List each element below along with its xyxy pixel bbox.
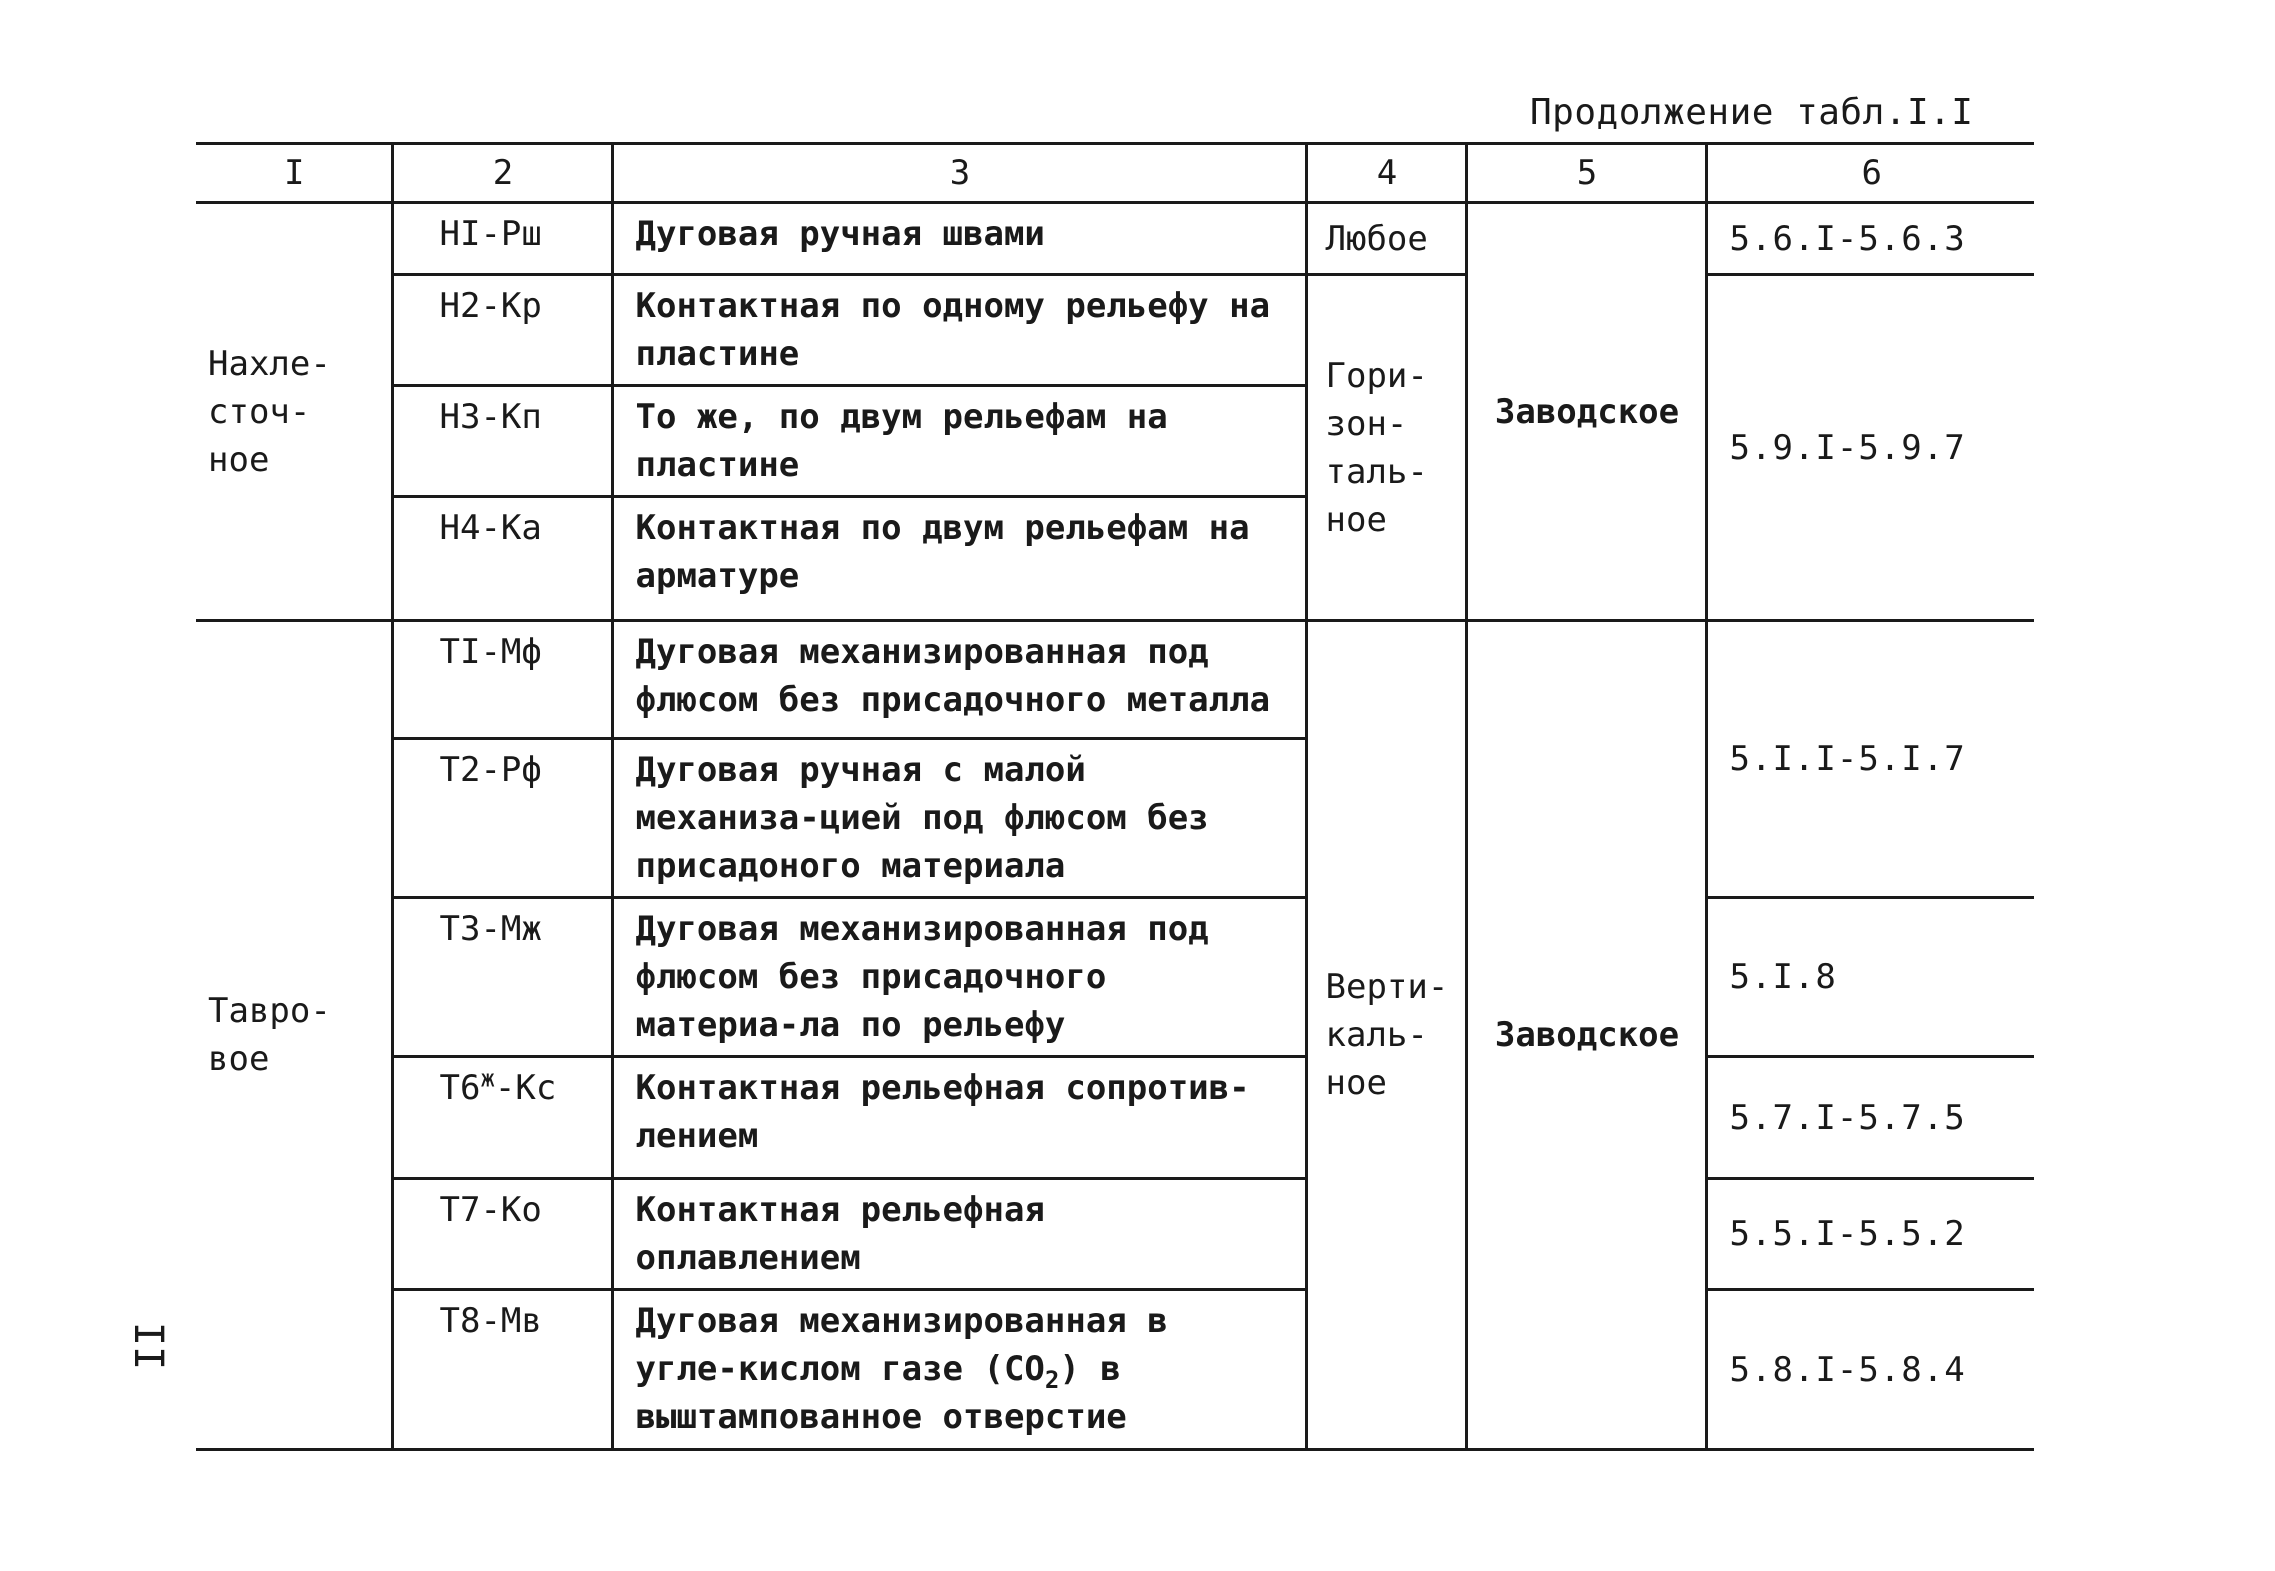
weld-description-cell: Дуговая ручная швами (612, 203, 1306, 275)
section-reference-cell: 5.I.8 (1706, 898, 2034, 1057)
weld-description-part: Дуговая механизированная в угле-кислом газе (CO (635, 1301, 1168, 1389)
weld-code-main: T6 (439, 1068, 481, 1108)
weld-position-cell: Гори- зон- таль- ное (1306, 275, 1466, 621)
weld-code-cell: TI-Мф (392, 621, 612, 739)
weld-description-cell: То же, по двум рельефам на пластине (612, 386, 1306, 497)
weld-joint-table (196, 142, 2034, 1451)
section-reference-cell: 5.9.I-5.9.7 (1706, 275, 2034, 621)
manufacture-method-cell: Заводское (1466, 621, 1706, 1450)
weld-description-subscript: 2 (1044, 1365, 1060, 1394)
column-header-4: 4 (1306, 144, 1466, 203)
table-row (196, 1057, 2034, 1179)
weld-code-cell (392, 1057, 612, 1179)
section-reference-cell: 5.I.I-5.I.7 (1706, 621, 2034, 898)
header-row (196, 144, 2034, 203)
weld-description-cell (612, 1290, 1306, 1450)
table-row (196, 203, 2034, 275)
column-header-6: 6 (1706, 144, 2034, 203)
weld-position-cell: Верти- каль- ное (1306, 621, 1466, 1450)
table-row (196, 275, 2034, 386)
weld-position-cell: Любое (1306, 203, 1466, 275)
weld-code-cell: H2-Кр (392, 275, 612, 386)
weld-description-cell: Дуговая механизированная под флюсом без присадочного материа-ла по рельефу (612, 898, 1306, 1057)
weld-description-cell: Контактная по двум рельефам на арматуре (612, 497, 1306, 621)
table-row (196, 1290, 2034, 1450)
weld-description-cell: Контактная по одному рельефу на пластине (612, 275, 1306, 386)
section-reference-cell: 5.5.I-5.5.2 (1706, 1179, 2034, 1290)
weld-description-part: ) в выштампованное отверстие (635, 1349, 1127, 1437)
column-header-5: 5 (1466, 144, 1706, 203)
table-row (196, 621, 2034, 739)
weld-code-footnote-mark: ж (480, 1064, 495, 1093)
weld-code-rest: -Кс (494, 1068, 557, 1108)
column-header-1: I (196, 144, 392, 203)
section-reference-cell: 5.6.I-5.6.3 (1706, 203, 2034, 275)
joint-type-cell: Нахле- сточ- ное (196, 203, 392, 621)
weld-description-cell: Контактная рельефная сопротив-лением (612, 1057, 1306, 1179)
weld-description-cell: Дуговая механизированная под флюсом без присадочного металла (612, 621, 1306, 739)
weld-code-cell: H3-Кп (392, 386, 612, 497)
weld-code-cell: T2-Рф (392, 739, 612, 898)
column-header-2: 2 (392, 144, 612, 203)
weld-description-cell: Дуговая ручная с малой механиза-цией под флюсом без присадоного материала (612, 739, 1306, 898)
weld-code-cell: T8-Мв (392, 1290, 612, 1450)
table-continuation-caption: Продолжение табл.I.I (1530, 92, 1974, 133)
weld-code-cell: HI-Рш (392, 203, 612, 275)
weld-code-cell: T3-Мж (392, 898, 612, 1057)
weld-code-cell: T7-Ко (392, 1179, 612, 1290)
column-header-3: 3 (612, 144, 1306, 203)
manufacture-method-cell: Заводское (1466, 203, 1706, 621)
weld-description-cell: Контактная рельефная оплавлением (612, 1179, 1306, 1290)
table-row (196, 1179, 2034, 1290)
joint-type-cell: Тавро- вое (196, 621, 392, 1450)
page-number: II (125, 1321, 171, 1371)
section-reference-cell: 5.7.I-5.7.5 (1706, 1057, 2034, 1179)
section-reference-cell: 5.8.I-5.8.4 (1706, 1290, 2034, 1450)
weld-code-cell: H4-Ка (392, 497, 612, 621)
table-row (196, 898, 2034, 1057)
